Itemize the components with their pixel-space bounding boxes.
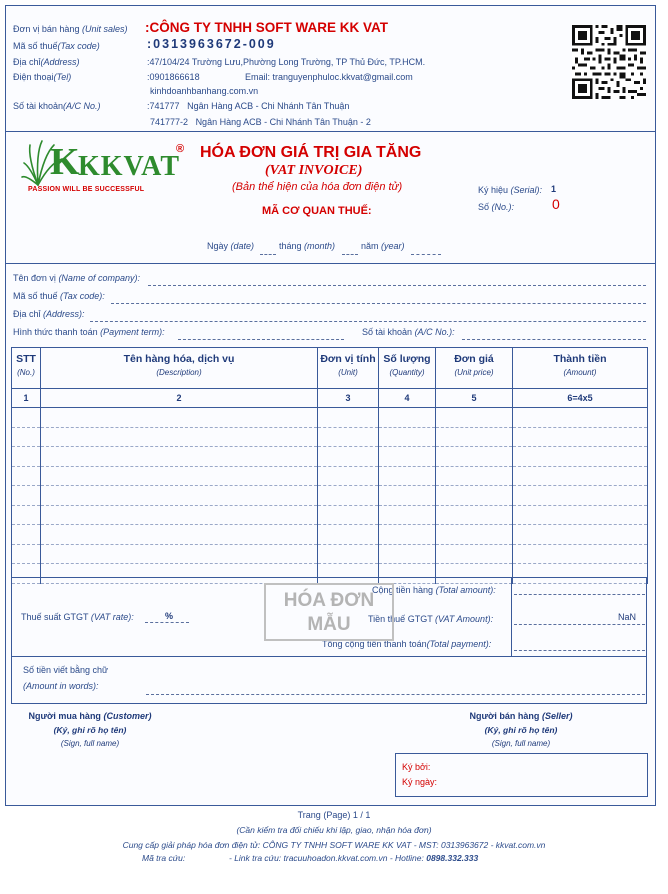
buyer-company-label: Tên đơn vị (Name of company): [13, 273, 140, 283]
col-header-quantity: Số lượng (Quantity) [379, 348, 436, 389]
watermark-line-2: MẪU [307, 614, 351, 635]
vat-rate-field[interactable] [145, 622, 189, 623]
seller-website: kinhdoanhbanhang.com.vn [150, 86, 259, 96]
col-header-description: Tên hàng hóa, dịch vụ (Description) [41, 348, 318, 389]
buyer-payment-label: Hình thức thanh toán (Payment term): [13, 327, 165, 337]
amount-in-words-label-en: (Amount in words): [23, 681, 99, 691]
seller-account-1: :741777 Ngân Hàng ACB - Chi Nhánh Tân Thuận [147, 101, 350, 111]
col-header-unit: Đơn vị tính (Unit) [318, 348, 379, 389]
totals-column-line [511, 577, 512, 656]
serial-value: 1 [551, 184, 557, 194]
seller-tax-code: :0313963672-009 [147, 37, 276, 51]
provider-note: Cung cấp giải pháp hóa đơn điện tử: CÔNG TY TNHH SOFT WARE KK VAT - MST: 0313963672 - kkvat.com.vn [122, 840, 546, 850]
seller-phone: :0901866618 [147, 72, 200, 82]
digital-signature-box [395, 753, 648, 797]
seller-account-2: 741777-2 Ngân Hàng ACB - Chi Nhánh Tân Thuận - 2 [150, 117, 371, 127]
numbering-cell: 1 [12, 389, 41, 408]
col-header-unit-price: Đơn giá (Unit price) [436, 348, 513, 389]
table-row[interactable] [12, 447, 648, 467]
invoice-subtitle: (Bản thể hiện của hóa đơn điện tử) [232, 181, 403, 193]
totals-divider [11, 656, 647, 657]
date-field[interactable] [260, 254, 276, 255]
numbering-cell: 4 [379, 389, 436, 408]
year-label: năm (year) [361, 241, 405, 251]
grand-total-field[interactable] [514, 650, 645, 651]
vat-rate-unit: % [165, 611, 174, 621]
seller-account-label: Số tài khoản(A/C No.) [13, 101, 101, 111]
table-row[interactable] [12, 525, 648, 545]
hotline: 0898.332.333 [426, 853, 479, 863]
seller-sign-note-en: (Sign, full name) [491, 739, 551, 748]
vat-amount-field[interactable] [514, 624, 645, 625]
tax-authority-code: MÃ CƠ QUAN THUẾ: [262, 205, 372, 217]
numbering-cell: 2 [41, 389, 318, 408]
invoice-title-en: (VAT INVOICE) [265, 163, 363, 178]
month-label: tháng (month) [279, 241, 336, 251]
qr-code [572, 24, 646, 100]
table-row[interactable] [12, 427, 648, 447]
numbering-cell: 5 [436, 389, 513, 408]
number-label: Số (No.): [478, 202, 515, 212]
year-field[interactable] [411, 254, 441, 255]
table-row[interactable] [12, 466, 648, 486]
buyer-address-field[interactable] [90, 321, 646, 322]
buyer-account-label: Số tài khoản (A/C No.): [362, 327, 455, 337]
seller-divider [6, 131, 655, 132]
logo-text: KKVAT [78, 151, 180, 182]
total-amount-label: Cộng tiền hàng (Total amount): [372, 585, 496, 595]
vat-rate-label: Thuế suất GTGT (VAT rate): [21, 612, 134, 622]
logo-slogan: PASSION WILL BE SUCCESSFUL [28, 186, 145, 193]
page-indicator: Trang (Page) 1 / 1 [297, 810, 371, 820]
sample-watermark [264, 583, 394, 641]
buyer-payment-field[interactable] [178, 339, 344, 340]
seller-address: :47/104/24 Trường Lưu,Phường Long Trường, TP Thủ Đức, TP.HCM. [147, 57, 426, 67]
vat-amount-label: Tiền thuế GTGT (VAT Amount): [368, 614, 494, 624]
table-header-row [12, 348, 648, 389]
numbering-cell: 6=4x5 [513, 389, 648, 408]
date-row: Ngày (date) [207, 241, 255, 251]
lookup-link[interactable]: - Link tra cứu: tracuuhoadon.kkvat.com.vn - Hotline: 0898.332.333 [229, 853, 479, 863]
vat-amount-value: NaN [618, 612, 637, 622]
seller-address-label: Địa chỉ(Address) [13, 57, 80, 67]
number-value: 0 [552, 196, 560, 212]
table-row[interactable] [12, 544, 648, 564]
buyer-tax-label: Mã số thuế (Tax code): [13, 291, 105, 301]
serial-label: Ký hiệu (Serial): [478, 185, 543, 195]
seller-signature-title: Người bán hàng (Seller) [469, 711, 573, 721]
seller-tax-label: Mã số thuế(Tax code) [13, 41, 100, 51]
buyer-company-field[interactable] [148, 285, 646, 286]
items-table [11, 347, 648, 584]
month-field[interactable] [342, 254, 358, 255]
seller-sign-note: (Ký, ghi rõ họ tên) [484, 725, 558, 735]
seller-phone-label: Điện thoại(Tel) [13, 72, 72, 82]
table-row[interactable] [12, 408, 648, 428]
buyer-address-label: Địa chỉ (Address): [13, 309, 85, 319]
numbering-cell: 3 [318, 389, 379, 408]
buyer-signature [20, 711, 160, 748]
buyer-sign-note: (Ký, ghi rõ họ tên) [53, 725, 127, 735]
col-header-amount: Thành tiền (Amount) [513, 348, 648, 389]
col-header-no: STT (No.) [12, 348, 41, 389]
watermark-line-1: HÓA ĐƠN [283, 590, 375, 611]
seller-unit-label: Đơn vị bán hàng (Unit sales) [13, 24, 128, 34]
amount-in-words-field[interactable] [146, 694, 645, 695]
table-row[interactable] [12, 505, 648, 525]
signed-by-label: Ký bởi: [402, 762, 431, 772]
invoice-title: HÓA ĐƠN GIÁ TRỊ GIA TĂNG [200, 144, 422, 161]
table-numbering-row [12, 389, 648, 408]
buyer-tax-field[interactable] [111, 303, 646, 304]
check-note: (Cần kiểm tra đối chiếu khi lập, giao, nhận hóa đơn) [236, 825, 432, 835]
logo-k: K [50, 141, 80, 183]
total-amount-field[interactable] [514, 594, 645, 595]
signed-date-label: Ký ngày: [402, 777, 438, 787]
buyer-sign-note-en: (Sign, full name) [60, 739, 120, 748]
amount-in-words-label: Số tiền viết bằng chữ [23, 665, 109, 675]
lookup-code-label: Mã tra cứu: [142, 853, 186, 863]
grand-total-label: Tổng cộng tiền thanh toán(Total payment): [322, 639, 492, 649]
seller-unit-name: :CÔNG TY TNHH SOFT WARE KK VAT [145, 20, 388, 35]
seller-email: Email: tranguyenphuloc.kkvat@gmail.com [245, 72, 413, 82]
seller-signature [450, 711, 592, 748]
logo-registered: ® [176, 143, 185, 155]
header-divider [6, 263, 655, 264]
buyer-signature-title: Người mua hàng (Customer) [28, 711, 152, 721]
buyer-account-field[interactable] [462, 339, 646, 340]
kkvat-logo [20, 137, 192, 197]
table-row[interactable] [12, 486, 648, 506]
